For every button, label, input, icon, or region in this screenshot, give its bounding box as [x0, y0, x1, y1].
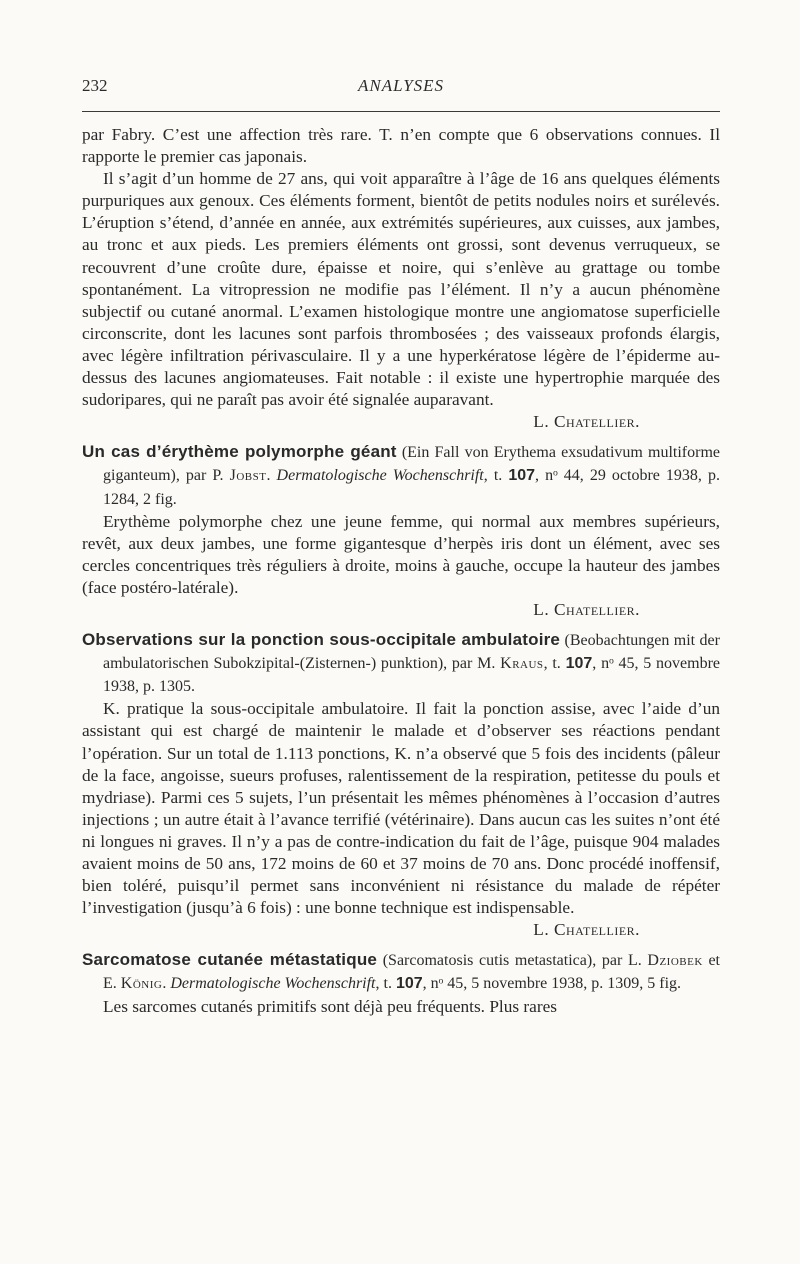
paragraph: K. pratique la sous-occipitale ambulatoire. Il fait la ponction assise, avec l’aide d’un assistant qui est chargé de maintenir le malade et d’observer ses réactions pendant l’opération. Sur un total de 1.113 ponctions, K. n’a observé que 5 fois des incidents (pâleur de la face, angoisse, sueurs profuses, ralentissement de la respiration, petitesse du pouls et mydriase). Parmi ces 5 sujets, l’un présentait les mêmes phénomènes à l’occasion d’autres injections ; un autre était à l’avance terrifié (vétérinaire). Dans aucun cas les suites n’ont été ni longues ni graves. Il n’y a pas de contre-indication du fait de l’âge, puisque 904 malades avaient moins de 50 ans, 172 moins de 60 et 37 moins de 70 ans. Donc procédé inoffensif, bien toléré, puisqu’il permet sans inconvénient ni résistance du malade de répéter l’investigation (jusqu’à 6 fois) : une bonne technique est indispensable. [82, 699, 720, 918]
article-body [82, 124, 720, 1018]
signature: L. Chatellier. [533, 920, 640, 940]
signature: L. Chatellier. [533, 412, 640, 432]
entry-heading: Observations sur la ponction sous-occipitale ambulatoire [82, 630, 561, 650]
volume: 107 [395, 975, 423, 993]
running-title: ANALYSES [357, 76, 445, 95]
entry-citation: Un cas d’érythème polymorphe géant (Ein Fall von Erythema exsudativum multiforme giganteum), par P. Jobst. Dermatologische Wochenschrift, t. 107, nᵒ 44, 29 octobre 1938, p. 1284, 2 fig. [82, 442, 720, 508]
volume: 107 [565, 655, 593, 673]
entry-citation: Observations sur la ponction sous-occipitale ambulatoire (Beobachtungen mit der ambulatorischen Subokzipital-(Zisternen-) punktion), par M. Kraus, t. 107, nᵒ 45, 5 novembre 1938, p. 1305. [82, 630, 720, 696]
header-rule [82, 111, 720, 112]
entry-heading: Sarcomatose cutanée métastatique [82, 950, 378, 970]
paragraph: Il s’agit d’un homme de 27 ans, qui voit apparaître à l’âge de 16 ans quelques éléments purpuriques aux genoux. Ces éléments forment, bientôt de petits nodules noirs et surélevés. L’éruption s’étend, d’année en année, aux extrémités supérieures, aux cuisses, aux jambes, au tronc et aux pieds. Les premiers éléments ont grossi, sont devenus verruqueux, se recouvrent d’une croûte dure, épaisse et noire, qui s’enlève au grattage ou tombe spontanément. La vitropression ne modifie pas l’élément. Il n’y a aucun phénomène subjectif ou cutané anormal. L’examen histologique montre une angiomatose superficielle circonscrite, dont les lacunes sont parfois thrombosées ; des vaisseaux profonds élargis, avec légère infiltration périvasculaire. Il y a une hyperkératose légère de l’épiderme au-dessus des lacunes angiomateuses. Fait notable : il existe une hypertrophie marquée des sudoripares, qui ne paraît pas avoir été signalée auparavant. [82, 169, 720, 410]
entry-heading: Un cas d’érythème polymorphe géant [82, 442, 397, 462]
journal: Dermatologische Wochenschrift [276, 467, 484, 485]
paragraph: par Fabry. C’est une affection très rare. T. n’en compte que 6 observations connues. Il rapporte le premier cas japonais. [82, 125, 720, 167]
paragraph: Erythème polymorphe chez une jeune femme, qui normal aux membres supérieurs, revêt, aux deux jambes, une forme gigantesque d’herpès iris dont un élément, avec ses cercles concentriques très réguliers à droite, moins à gauche, occupe la hauteur des jambes (face postéro-latérale). [82, 511, 720, 597]
author: Dziobek [647, 952, 703, 970]
author: Jobst [229, 467, 267, 485]
entry-citation: Sarcomatose cutanée métastatique (Sarcomatosis cutis metastatica), par L. Dziobek et E. König. Dermatologische Wochenschrift, t. 107, nᵒ 45, 5 novembre 1938, p. 1309, 5 fig. [82, 950, 721, 993]
signature: L. Chatellier. [533, 599, 640, 619]
author: Kraus [500, 655, 544, 673]
page-number: 232 [82, 76, 108, 95]
author: König [120, 975, 163, 993]
paragraph: Les sarcomes cutanés primitifs sont déjà peu fréquents. Plus rares [103, 996, 557, 1016]
volume: 107 [508, 467, 536, 485]
page-header [82, 76, 720, 100]
journal: Dermatologische Wochenschrift [170, 975, 376, 993]
